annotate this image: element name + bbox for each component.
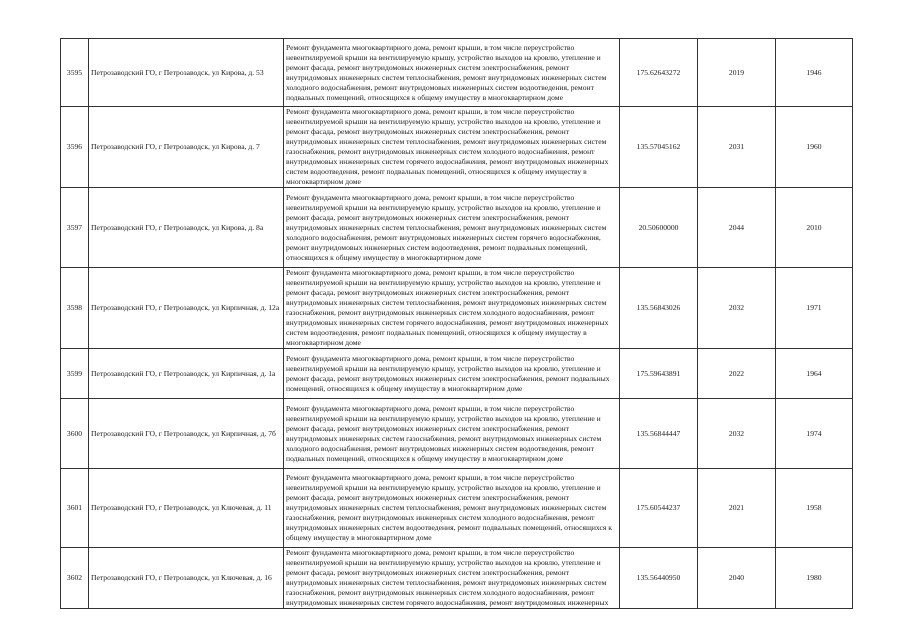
build-year-cell: 1971	[776, 268, 853, 349]
repair-year-cell: 2032	[698, 399, 776, 469]
works-cell: Ремонт фундамента многоквартирного дома, ремонт крыши, в том числе переустройство невентилируемой крыши на вентилируемую крышу, устройство выходов на кровлю, утепление и ремонт фасада, ремонт внутридомовых инженерных систем электроснабжения, ремонт внутридомовых инженерных систем теплоснабжения, ремонт внутридомовых инженерных систем холодного водоснабжения, ремонт внутридомовых инженерных систем водоотведения, ремонт подвальных помещений, относящихся к общему имуществу в многоквартирном доме	[284, 39, 620, 107]
row-number: 3597	[61, 188, 89, 268]
cost-cell: 135.56844447	[620, 399, 698, 469]
cost-cell: 20.50600000	[620, 188, 698, 268]
cost-cell: 135.57045162	[620, 107, 698, 188]
table-row	[61, 188, 853, 268]
table-row	[61, 469, 853, 548]
cost-cell: 175.59643891	[620, 349, 698, 399]
row-number: 3599	[61, 349, 89, 399]
table-row	[61, 349, 853, 399]
row-number: 3601	[61, 469, 89, 548]
address-cell: Петрозаводский ГО, г Петрозаводск, ул Кирпичная, д. 7б	[89, 399, 284, 469]
address-cell: Петрозаводский ГО, г Петрозаводск, ул Кирпичная, д. 1а	[89, 349, 284, 399]
works-cell: Ремонт фундамента многоквартирного дома, ремонт крыши, в том числе переустройство невентилируемой крыши на вентилируемую крышу, устройство выходов на кровлю, утепление и ремонт фасада, ремонт внутридомовых инженерных систем электроснабжения, ремонт внутридомовых инженерных систем теплоснабжения, ремонт внутридомовых инженерных систем газоснабжения, ремонт внутридомовых инженерных систем холодного водоснабжения, ремонт внутридомовых инженерных систем водоотведения, ремонт подвальных помещений, относящихся к общему имуществу в многоквартирном доме	[284, 469, 620, 548]
repair-year-cell: 2040	[698, 548, 776, 609]
address-cell: Петрозаводский ГО, г Петрозаводск, ул Ключевая, д. 16	[89, 548, 284, 609]
cost-cell: 135.56440950	[620, 548, 698, 609]
repair-year-cell: 2044	[698, 188, 776, 268]
cost-cell: 175.60544237	[620, 469, 698, 548]
address-cell: Петрозаводский ГО, г Петрозаводск, ул Кирова, д. 53	[89, 39, 284, 107]
repair-year-cell: 2031	[698, 107, 776, 188]
works-cell: Ремонт фундамента многоквартирного дома, ремонт крыши, в том числе переустройство невентилируемой крыши на вентилируемую крышу, устройство выходов на кровлю, утепление и ремонт фасада, ремонт внутридомовых инженерных систем электроснабжения, ремонт внутридомовых инженерных систем теплоснабжения, ремонт внутридомовых инженерных систем газоснабжения, ремонт внутридомовых инженерных систем холодного водоснабжения, ремонт внутридомовых инженерных систем горячего водоснабжения, ремонт внутридомовых инженерных	[284, 548, 620, 609]
build-year-cell: 1946	[776, 39, 853, 107]
works-cell: Ремонт фундамента многоквартирного дома, ремонт крыши, в том числе переустройство невентилируемой крыши на вентилируемую крышу, устройство выходов на кровлю, утепление и ремонт фасада, ремонт внутридомовых инженерных систем электроснабжения, ремонт внутридомовых инженерных систем теплоснабжения, ремонт внутридомовых инженерных систем холодного водоснабжения, ремонт внутридомовых инженерных систем горячего водоснабжения, ремонт внутридомовых инженерных систем водоотведения, ремонт подвальных помещений, относящихся к общему имуществу в многоквартирном доме	[284, 188, 620, 268]
row-number: 3602	[61, 548, 89, 609]
address-cell: Петрозаводский ГО, г Петрозаводск, ул Кирова, д. 8а	[89, 188, 284, 268]
build-year-cell: 1980	[776, 548, 853, 609]
repair-year-cell: 2032	[698, 268, 776, 349]
works-cell: Ремонт фундамента многоквартирного дома, ремонт крыши, в том числе переустройство невентилируемой крыши на вентилируемую крышу, устройство выходов на кровлю, утепление и ремонт фасада, ремонт внутридомовых инженерных систем электроснабжения, ремонт внутридомовых инженерных систем теплоснабжения, ремонт внутридомовых инженерных систем газоснабжения, ремонт внутридомовых инженерных систем холодного водоснабжения, ремонт внутридомовых инженерных систем горячего водоснабжения, ремонт внутридомовых инженерных систем водоотведения, ремонт подвальных помещений, относящихся к общему имуществу в многоквартирном доме	[284, 268, 620, 349]
table-row	[61, 39, 853, 107]
build-year-cell: 2010	[776, 188, 853, 268]
table-row	[61, 548, 853, 609]
build-year-cell: 1964	[776, 349, 853, 399]
table-row	[61, 107, 853, 188]
repair-year-cell: 2022	[698, 349, 776, 399]
row-number: 3600	[61, 399, 89, 469]
table-row	[61, 268, 853, 349]
capital-repair-table	[60, 38, 853, 609]
cost-cell: 135.56843026	[620, 268, 698, 349]
build-year-cell: 1958	[776, 469, 853, 548]
address-cell: Петрозаводский ГО, г Петрозаводск, ул Кирова, д. 7	[89, 107, 284, 188]
row-number: 3598	[61, 268, 89, 349]
row-number: 3595	[61, 39, 89, 107]
repair-year-cell: 2021	[698, 469, 776, 548]
works-cell: Ремонт фундамента многоквартирного дома, ремонт крыши, в том числе переустройство невентилируемой крыши на вентилируемую крышу, устройство выходов на кровлю, утепление и ремонт фасада, ремонт внутридомовых инженерных систем электроснабжения, ремонт подвальных помещений, относящихся к общему имуществу в многоквартирном доме	[284, 349, 620, 399]
address-cell: Петрозаводский ГО, г Петрозаводск, ул Кирпичная, д. 12а	[89, 268, 284, 349]
repair-year-cell: 2019	[698, 39, 776, 107]
works-cell: Ремонт фундамента многоквартирного дома, ремонт крыши, в том числе переустройство невентилируемой крыши на вентилируемую крышу, устройство выходов на кровлю, утепление и ремонт фасада, ремонт внутридомовых инженерных систем электроснабжения, ремонт внутридомовых инженерных систем газоснабжения, ремонт внутридомовых инженерных систем холодного водоснабжения, ремонт внутридомовых инженерных систем водоотведения, ремонт подвальных помещений, относящихся к общему имуществу в многоквартирном доме	[284, 399, 620, 469]
table-row	[61, 399, 853, 469]
cost-cell: 175.62643272	[620, 39, 698, 107]
works-cell: Ремонт фундамента многоквартирного дома, ремонт крыши, в том числе переустройство невентилируемой крыши на вентилируемую крышу, устройство выходов на кровлю, утепление и ремонт фасада, ремонт внутридомовых инженерных систем электроснабжения, ремонт внутридомовых инженерных систем теплоснабжения, ремонт внутридомовых инженерных систем газоснабжения, ремонт внутридомовых инженерных систем холодного водоснабжения, ремонт внутридомовых инженерных систем горячего водоснабжения, ремонт внутридомовых инженерных систем водоотведения, ремонт подвальных помещений, относящихся к общему имуществу в многоквартирном доме	[284, 107, 620, 188]
build-year-cell: 1960	[776, 107, 853, 188]
address-cell: Петрозаводский ГО, г Петрозаводск, ул Ключевая, д. 11	[89, 469, 284, 548]
build-year-cell: 1974	[776, 399, 853, 469]
row-number: 3596	[61, 107, 89, 188]
